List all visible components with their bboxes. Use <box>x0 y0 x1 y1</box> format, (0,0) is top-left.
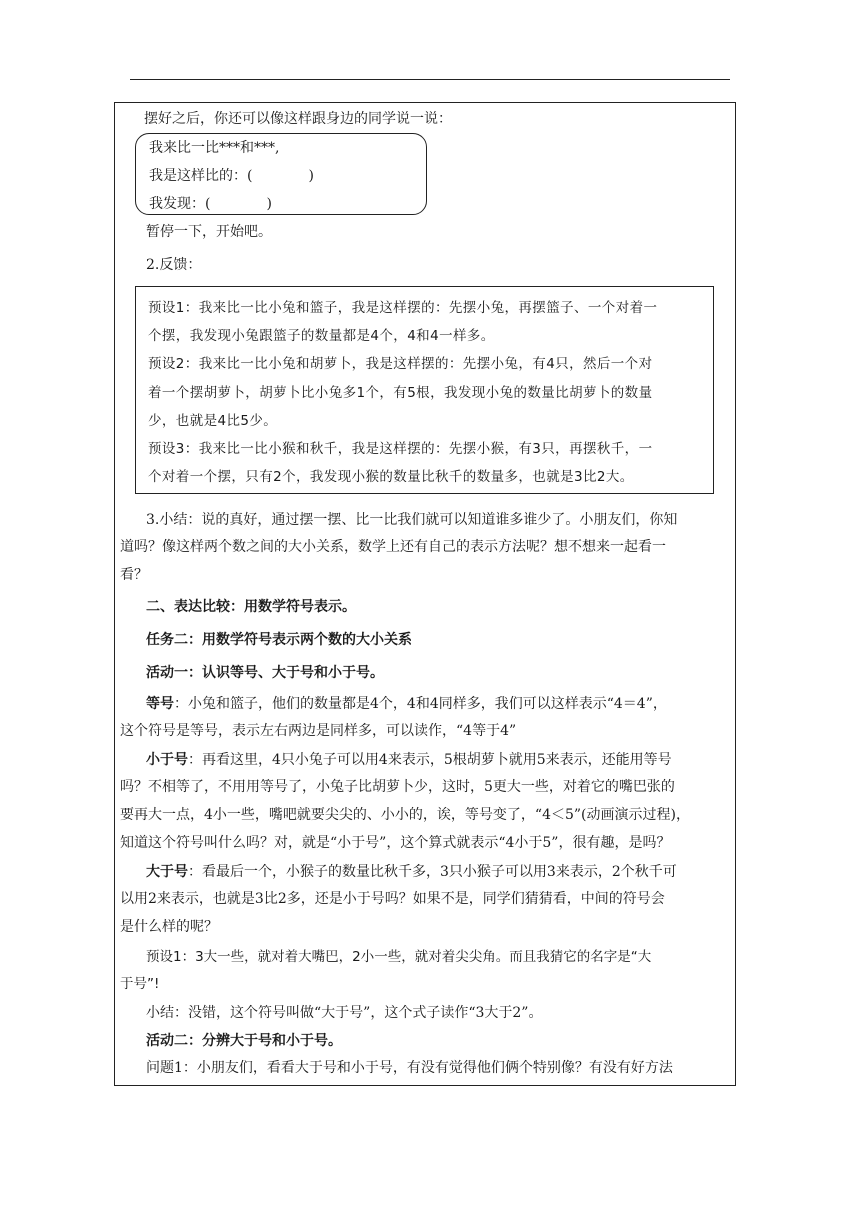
less-paragraph-line: 吗？不相等了，不用用等号了，小兔子比胡萝卜少，这时，5更大一些，对着它的嘴巴张的 <box>120 779 675 795</box>
preset-line: 少，也就是4比5少。 <box>148 413 278 429</box>
task-two-heading: 任务二：用数学符号表示两个数的大小关系 <box>146 632 412 648</box>
speech-line-3: 我发现：( ) <box>149 196 272 212</box>
child-preset-line: 预设1：3大一些，就对着大嘴巴，2小一些，就对着尖尖角。而且我猜它的名字是“大 <box>146 949 652 965</box>
table-cell-border <box>114 102 736 1086</box>
summary-line: 3.小结：说的真好，通过摆一摆、比一比我们就可以知道谁多谁少了。小朋友们，你知 <box>146 512 678 528</box>
greater-text: ：看最后一个，小猴子的数量比秋千多，3只小猴子可以用3来表示，2个秋千可 <box>188 864 677 880</box>
greater-paragraph-line <box>146 862 758 882</box>
preset-line: 着一个摆胡萝卜，胡萝卜比小兔多1个，有5根，我发现小兔的数量比胡萝卜的数量 <box>148 385 653 401</box>
greater-paragraph-line: 是什么样的呢？ <box>120 919 218 935</box>
question-one: 问题1：小朋友们，看看大于号和小于号，有没有觉得他们俩个特别像？有没有好方法 <box>146 1060 673 1076</box>
speech-intro: 摆好之后，你还可以像这样跟身边的同学说一说： <box>144 111 452 127</box>
less-term: 小于号 <box>146 752 188 768</box>
equal-paragraph-line: 这个符号是等号，表示左右两边是同样多，可以读作，“4等于4” <box>120 723 517 739</box>
child-preset-line: 于号”! <box>120 976 160 992</box>
speech-line-2: 我是这样比的：( ) <box>149 168 314 184</box>
header-rule <box>130 79 730 80</box>
greater-term: 大于号 <box>146 864 188 880</box>
greater-paragraph-line: 以用2来表示，也就是3比2多，还是小于号吗？如果不是，同学们猜猜看，中间的符号会 <box>120 891 665 907</box>
summary-line: 道吗？像这样两个数之间的大小关系，数学上还有自己的表示方法呢？想不想来一起看一 <box>120 539 666 555</box>
less-paragraph-line: 知道这个符号叫什么吗？对，就是“小于号”，这个算式就表示“4小于5”，很有趣，是吗？ <box>120 835 671 851</box>
preset-line: 个对着一个摆，只有2个，我发现小猴的数量比秋千的数量多，也就是3比2大。 <box>148 469 634 485</box>
activity-two-heading: 活动二：分辨大于号和小于号。 <box>146 1033 342 1049</box>
pause-text: 暂停一下，开始吧。 <box>146 224 272 240</box>
less-paragraph-line <box>146 750 758 770</box>
preset-line: 预设1：我来比一比小兔和篮子，我是这样摆的：先摆小兔，再摆篮子、一个对着一 <box>148 300 658 316</box>
section-two-heading: 二、表达比较：用数学符号表示。 <box>146 599 356 615</box>
preset-line: 预设3：我来比一比小猴和秋千，我是这样摆的：先摆小猴，有3只，再摆秋千，一 <box>148 441 653 457</box>
speech-line-1: 我来比一比***和***, <box>149 140 280 156</box>
small-summary: 小结：没错，这个符号叫做“大于号”，这个式子读作“3大于2”。 <box>146 1005 543 1021</box>
activity-one-heading: 活动一：认识等号、大于号和小于号。 <box>146 665 384 681</box>
summary-line: 看？ <box>120 567 148 583</box>
less-text: ：再看这里，4只小兔子可以用4来表示，5根胡萝卜就用5来表示，还能用等号 <box>188 752 672 768</box>
preset-line: 预设2：我来比一比小兔和胡萝卜，我是这样摆的：先摆小兔，有4只，然后一个对 <box>148 356 653 372</box>
equal-term: 等号 <box>146 696 174 712</box>
preset-line: 个摆，我发现小兔跟篮子的数量都是4个，4和4一样多。 <box>148 328 495 344</box>
equal-text: ：小兔和篮子，他们的数量都是4个，4和4同样多，我们可以这样表示“4＝4”， <box>174 696 667 712</box>
less-paragraph-line: 要再大一点，4小一些，嘴吧就要尖尖的、小小的，诶，等号变了，“4＜5”(动画演示过程)， <box>120 807 690 823</box>
equal-paragraph-line <box>146 694 758 714</box>
feedback-heading: 2.反馈： <box>146 257 202 273</box>
